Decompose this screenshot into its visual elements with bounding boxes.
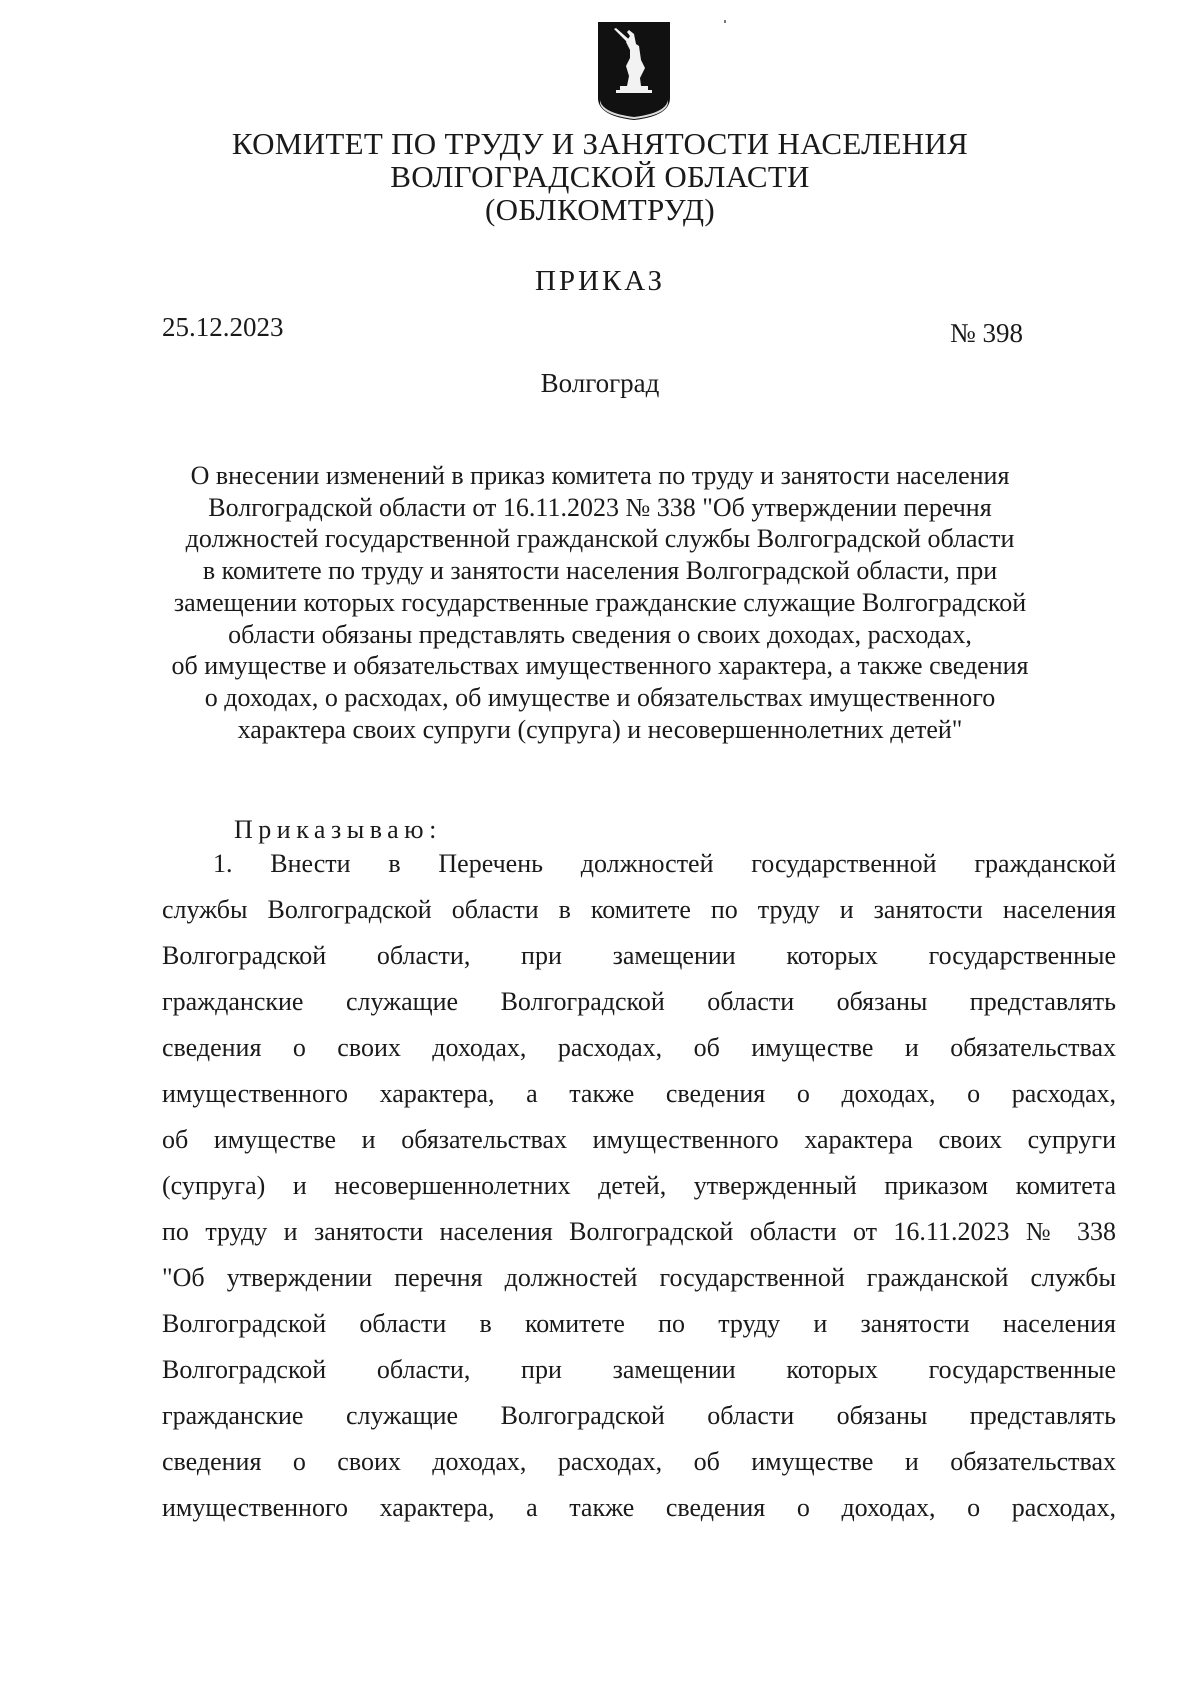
order-date: 25.12.2023	[162, 312, 284, 342]
body-line: имущественного характера, а также сведения о доходах, о расходах,	[162, 1493, 1116, 1522]
issuer-line: ВОЛГОГРАДСКОЙ ОБЛАСТИ	[390, 159, 810, 194]
body-line: об имуществе и обязательствах имущественного характера своих супруги	[162, 1125, 1116, 1154]
subject-line: должностей государственной гражданской службы Волгоградской области	[185, 524, 1015, 554]
subject-line: характера своих супруги (супруга) и несовершеннолетних детей"	[237, 714, 963, 744]
body-line: (супруга) и несовершеннолетних детей, утвержденный приказом комитета	[162, 1171, 1116, 1200]
body-line: имущественного характера, а также сведения о доходах, о расходах,	[162, 1079, 1116, 1108]
subject-line: о доходах, о расходах, об имуществе и обязательствах имущественного	[204, 682, 996, 712]
body-line: по труду и занятости населения Волгоградской области от 16.11.2023 № 338	[162, 1217, 1116, 1246]
body-line: сведения о своих доходах, расходах, об имуществе и обязательствах	[162, 1447, 1116, 1476]
body-line: 1. Внести в Перечень должностей государственной гражданской	[213, 849, 1116, 878]
subject-line: Волгоградской области от 16.11.2023 № 338 "Об утверждении перечня	[208, 492, 992, 522]
body-line: "Об утверждении перечня должностей государственной гражданской службы	[162, 1263, 1116, 1292]
subject-line: в комитете по труду и занятости населения Волгоградской области, при	[202, 556, 998, 586]
body-line: гражданские служащие Волгоградской области обязаны представлять	[162, 987, 1116, 1016]
subject-line: об имуществе и обязательствах имущественного характера, а также сведения	[171, 651, 1029, 681]
body-line: гражданские служащие Волгоградской области обязаны представлять	[162, 1401, 1116, 1430]
scan-speck	[724, 20, 726, 23]
body-line: Волгоградской области в комитете по труду и занятости населения	[162, 1309, 1116, 1338]
subject-line: замещении которых государственные гражданские служащие Волгоградской	[173, 587, 1027, 617]
order-city: Волгоград	[540, 368, 660, 398]
issuer-line: (ОБЛКОМТРУД)	[485, 192, 715, 227]
issuer-line: КОМИТЕТ ПО ТРУДУ И ЗАНЯТОСТИ НАСЕЛЕНИЯ	[231, 126, 969, 161]
document-title: ПРИКАЗ	[534, 265, 666, 297]
volgograd-coat-of-arms-icon	[596, 20, 672, 122]
body-line: сведения о своих доходах, расходах, об имуществе и обязательствах	[162, 1033, 1116, 1062]
order-directive-word: Приказываю:	[234, 815, 442, 844]
issuer-header	[0, 127, 1200, 226]
subject-line: О внесении изменений в приказ комитета по труду и занятости населения	[190, 461, 1010, 490]
body-line: Волгоградской области, при замещении которых государственные	[162, 941, 1116, 970]
body-line: Волгоградской области, при замещении которых государственные	[162, 1355, 1116, 1384]
order-subject	[0, 460, 1200, 745]
order-number: № 398	[950, 318, 1024, 348]
subject-line: области обязаны представлять сведения о своих доходах, расходах,	[228, 619, 972, 649]
body-line: службы Волгоградской области в комитете по труду и занятости населения	[162, 895, 1116, 924]
